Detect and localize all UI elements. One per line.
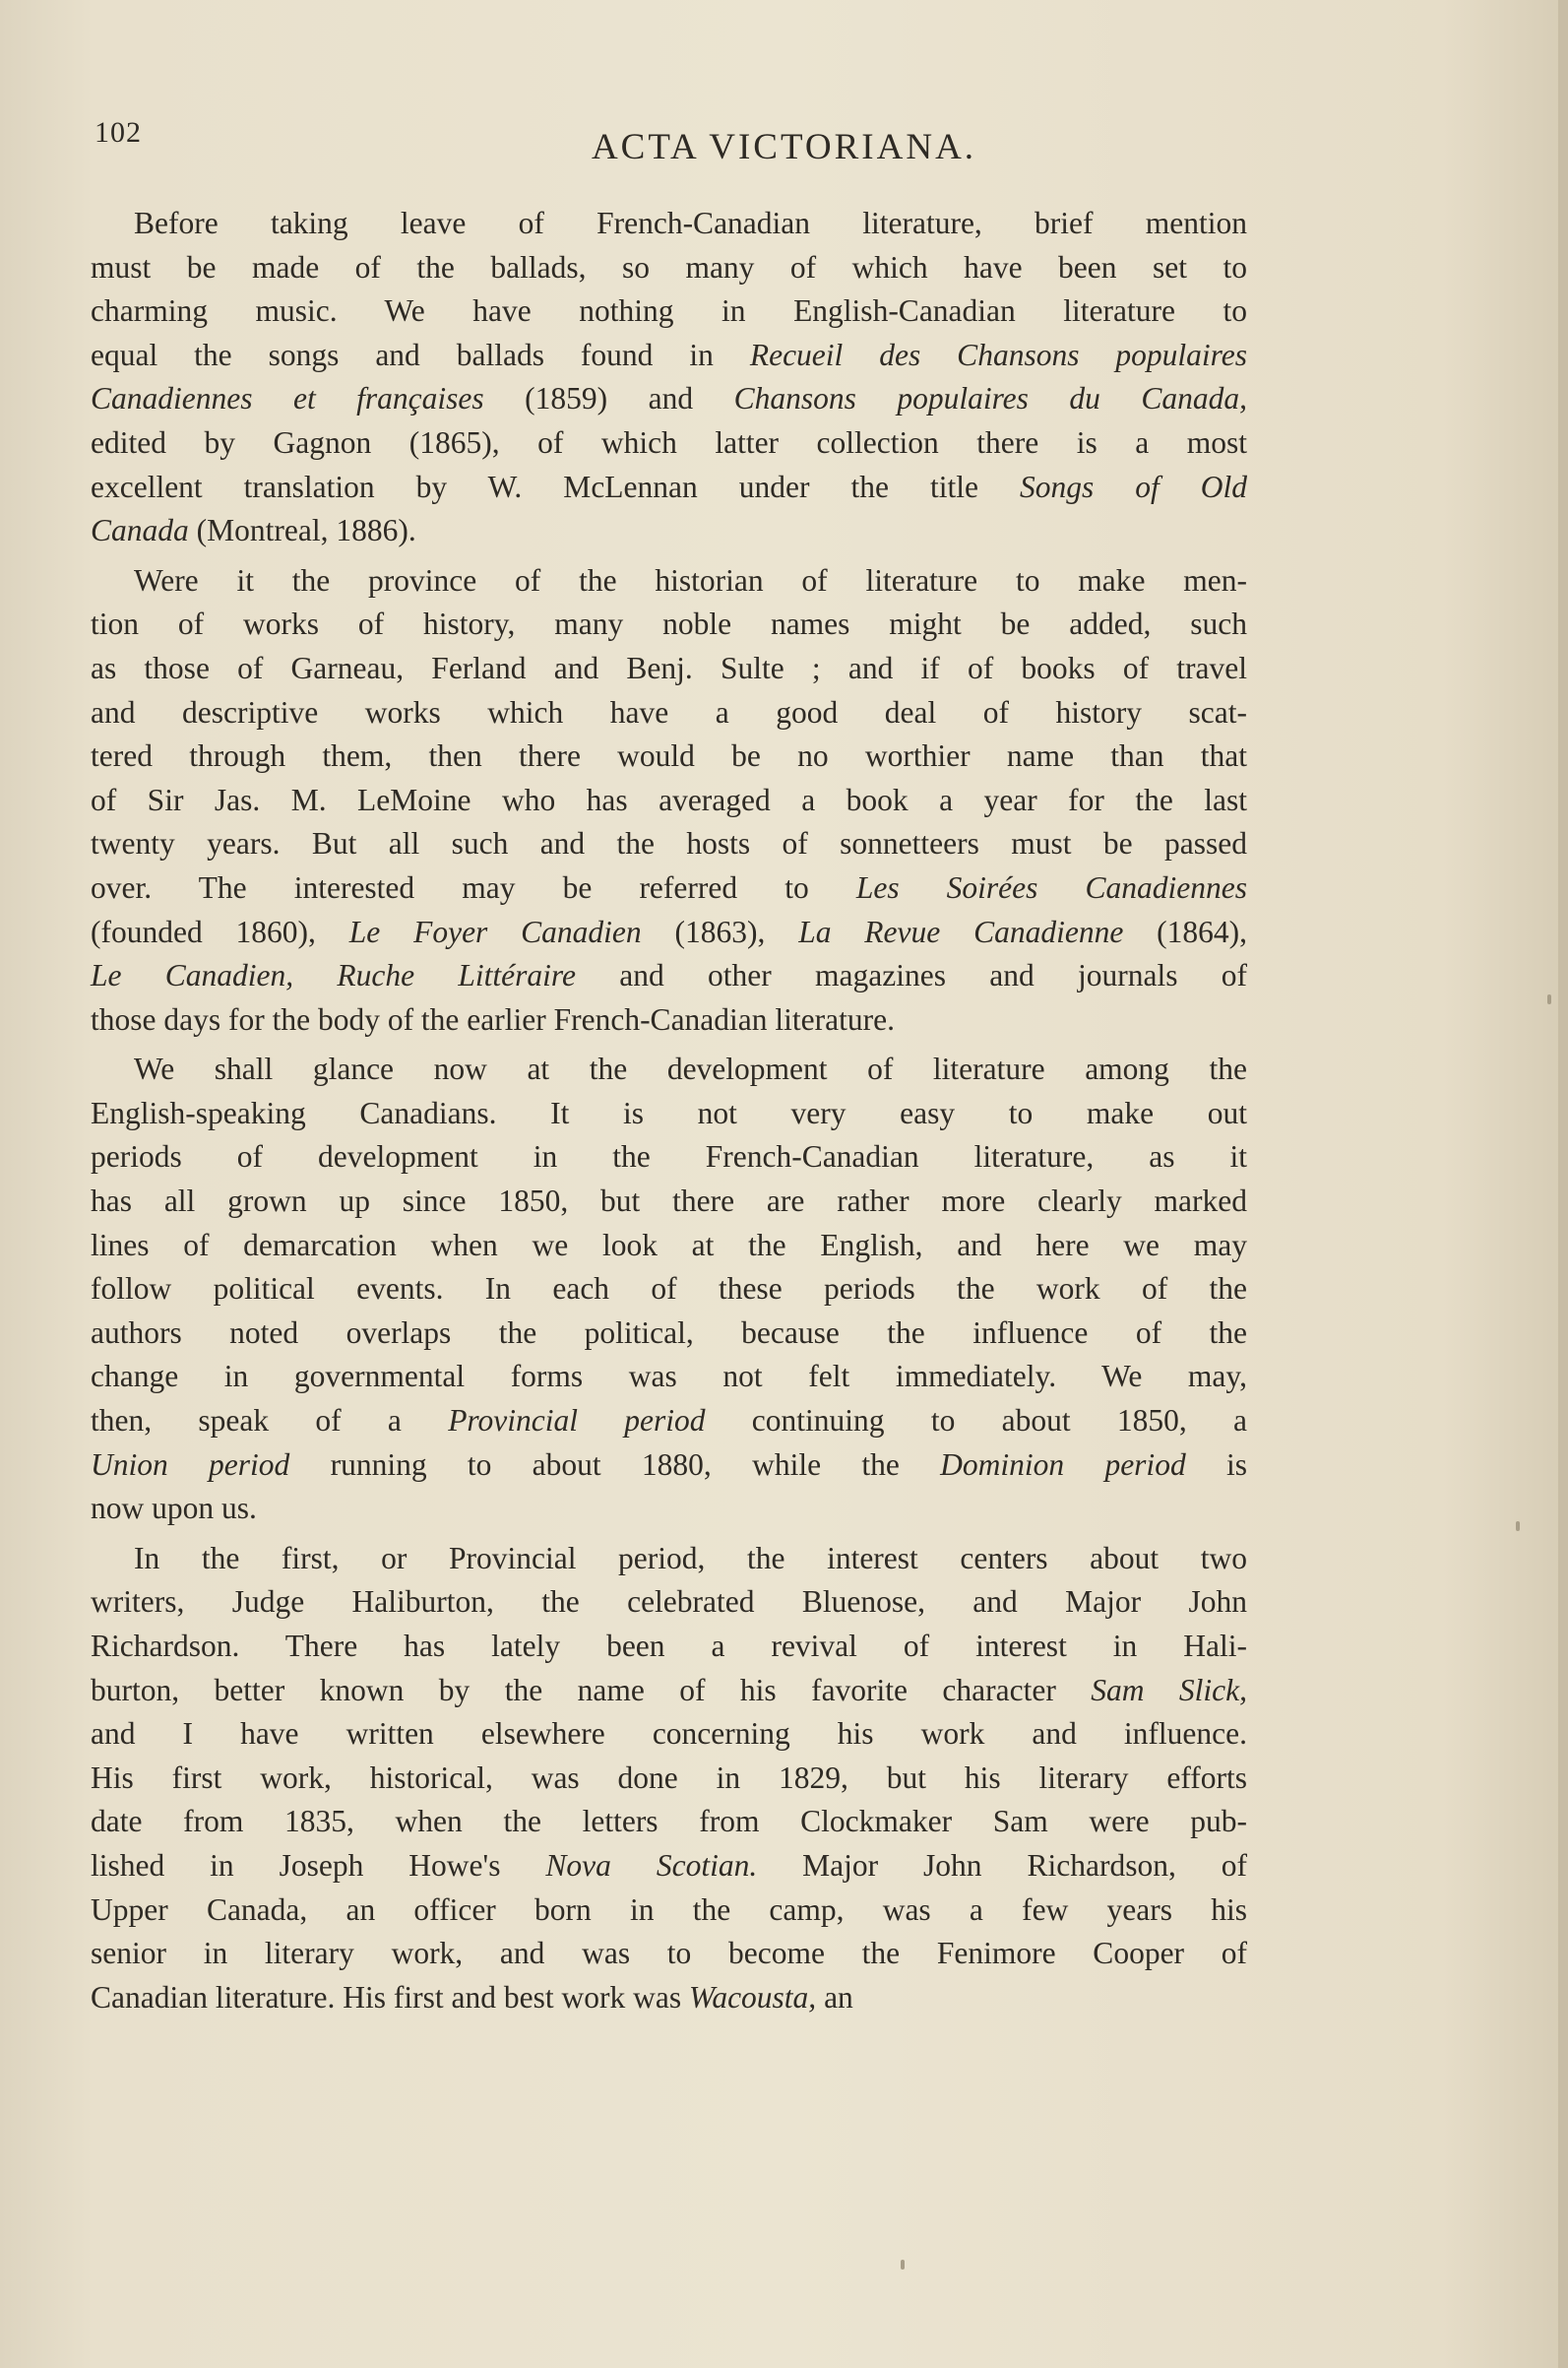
text-line	[91, 377, 1247, 421]
text-run: lines of demarcation when we look at the English, and here we may	[91, 1227, 1247, 1262]
text-run: His first work, historical, was done in 1829, but his literary efforts	[91, 1760, 1247, 1795]
text-line	[91, 421, 1247, 466]
text-run: edited by Gagnon (1865), of which latter collection there is a most	[91, 424, 1247, 460]
text-run: change in governmental forms was not felt immediately. We may,	[91, 1359, 1247, 1394]
text-line	[91, 1976, 1247, 2020]
paragraph	[91, 202, 1247, 553]
text-line	[91, 559, 1247, 604]
italic-title: Le Foyer Canadien	[348, 914, 642, 949]
text-line	[91, 1487, 1247, 1531]
text-run: (founded 1860),	[91, 914, 349, 949]
italic-title: Canada	[91, 513, 189, 548]
text-run: as those of Garneau, Ferland and Benj. Sulte ; and if of books of travel	[91, 650, 1247, 685]
text-line	[91, 647, 1247, 691]
text-run: equal the songs and ballads found in	[91, 337, 750, 372]
text-run: tered through them, then there would be no worthier name than that	[91, 738, 1247, 774]
text-run: senior in literary work, and was to become the Fenimore Cooper of	[91, 1936, 1247, 1971]
text-line	[91, 954, 1247, 998]
page-number: 102	[94, 116, 142, 149]
edge-speck	[1547, 994, 1551, 1004]
text-run: continuing to about 1850, a	[705, 1403, 1247, 1439]
text-line	[91, 822, 1247, 866]
text-line	[91, 1048, 1247, 1092]
edge-speck	[1516, 1521, 1520, 1531]
text-line	[91, 1757, 1247, 1801]
text-line	[91, 289, 1247, 334]
text-line	[91, 1443, 1247, 1488]
paragraph	[91, 559, 1247, 1043]
text-run: Were it the province of the historian of literature to make men-	[134, 562, 1247, 598]
text-run: Richardson. There has lately been a revival of interest in Hali-	[91, 1629, 1247, 1663]
text-run: charming music. We have nothing in English-Canadian literature to	[91, 293, 1247, 329]
text-run: (1859) and	[483, 381, 734, 416]
text-run: tion of works of history, many noble names might be added, such	[91, 607, 1247, 642]
text-run: now upon us.	[91, 1491, 257, 1526]
text-run: periods of development in the French-Canadian literature, as it	[91, 1139, 1247, 1175]
text-line	[91, 779, 1247, 823]
text-line	[91, 202, 1247, 246]
italic-title: Dominion period	[940, 1446, 1186, 1482]
edge-speck	[901, 2260, 905, 2270]
text-run: lished in Joseph Howe's	[91, 1847, 546, 1883]
italic-title: Nova Scotian.	[545, 1847, 758, 1883]
text-run: is	[1185, 1446, 1248, 1482]
text-run: of Sir Jas. M. LeMoine who has averaged a book a year for the last	[91, 782, 1247, 817]
text-line	[91, 911, 1247, 955]
italic-title: Songs of Old	[1019, 469, 1247, 504]
text-line	[91, 1932, 1247, 1976]
text-line	[91, 1135, 1247, 1180]
text-run: and other magazines and journals of	[575, 958, 1247, 993]
text-run: (1863),	[641, 914, 799, 949]
text-run: authors noted overlaps the political, because the influence of the	[91, 1314, 1247, 1350]
text-line	[91, 1267, 1247, 1312]
text-line	[91, 1180, 1247, 1224]
text-line	[91, 1669, 1247, 1713]
paragraph	[91, 1537, 1247, 2020]
text-run: English-speaking Canadians. It is not very easy to make out	[91, 1095, 1247, 1130]
italic-title: Wacousta,	[688, 1979, 817, 2015]
text-line	[91, 1625, 1247, 1669]
text-line	[91, 866, 1247, 911]
text-line	[91, 735, 1247, 779]
italic-title: Le Canadien, Ruche Littéraire	[91, 958, 576, 993]
text-run: then, speak of a	[91, 1403, 449, 1439]
text-run: must be made of the ballads, so many of which have been set to	[91, 249, 1247, 285]
text-run: those days for the body of the earlier French-Canadian literature.	[91, 1001, 895, 1037]
text-line	[91, 603, 1247, 647]
text-line	[91, 466, 1247, 510]
text-line	[91, 246, 1247, 290]
text-run: We shall glance now at the development of literature among the	[134, 1052, 1247, 1087]
text-line	[91, 334, 1247, 378]
paragraph	[91, 1048, 1247, 1531]
text-line	[91, 998, 1247, 1043]
text-run: writers, Judge Haliburton, the celebrated Bluenose, and Major John	[91, 1584, 1247, 1620]
text-line	[91, 1537, 1247, 1581]
text-run: Before taking leave of French-Canadian literature, brief mention	[134, 206, 1247, 240]
text-run: Major John Richardson, of	[757, 1847, 1248, 1883]
italic-title: Canadiennes et françaises	[91, 381, 484, 416]
italic-title: Recueil des Chansons populaires	[749, 337, 1247, 372]
text-line	[91, 691, 1247, 736]
italic-title: Sam Slick,	[1091, 1672, 1247, 1707]
text-run: date from 1835, when the letters from Clockmaker Sam were pub-	[91, 1804, 1247, 1839]
text-run: has all grown up since 1850, but there are rather more clearly marked	[91, 1184, 1247, 1219]
text-line	[91, 1800, 1247, 1844]
text-run: In the first, or Provincial period, the interest centers about two	[134, 1540, 1247, 1575]
text-run: Canadian literature. His first and best work was	[91, 1979, 689, 2015]
text-line	[91, 1312, 1247, 1356]
text-run: twenty years. But all such and the hosts of sonnetteers must be passed	[91, 826, 1247, 862]
text-line	[91, 1888, 1247, 1933]
text-run: over. The interested may be referred to	[91, 869, 856, 905]
text-line	[91, 509, 1247, 553]
text-run: an	[816, 1979, 853, 2015]
text-run: and descriptive works which have a good deal of history scat-	[91, 694, 1247, 730]
body-text	[91, 202, 1247, 2019]
text-line	[91, 1844, 1247, 1888]
italic-title: La Revue Canadienne	[798, 914, 1124, 949]
text-run: Upper Canada, an officer born in the camp, was a few years his	[91, 1891, 1247, 1927]
text-run: running to about 1880, while the	[289, 1446, 941, 1482]
text-line	[91, 1224, 1247, 1268]
text-run: burton, better known by the name of his favorite character	[91, 1672, 1092, 1707]
text-line	[91, 1580, 1247, 1625]
italic-title: Les Soirées Canadiennes	[855, 869, 1247, 905]
text-line	[91, 1712, 1247, 1757]
text-run: (Montreal, 1886).	[188, 513, 416, 548]
running-title: ACTA VICTORIANA.	[591, 127, 977, 167]
text-run: and I have written elsewhere concerning his work and influence.	[91, 1716, 1247, 1752]
italic-title: Union period	[91, 1446, 290, 1482]
italic-title: Chansons populaires du Canada,	[733, 381, 1247, 416]
text-run: (1864),	[1123, 914, 1248, 949]
text-line	[91, 1399, 1247, 1443]
page-edge	[1558, 0, 1568, 2368]
text-line	[91, 1092, 1247, 1136]
text-line	[91, 1355, 1247, 1399]
text-run: follow political events. In each of these periods the work of the	[91, 1271, 1247, 1307]
italic-title: Provincial period	[448, 1403, 706, 1439]
text-run: excellent translation by W. McLennan under the title	[91, 469, 1020, 504]
